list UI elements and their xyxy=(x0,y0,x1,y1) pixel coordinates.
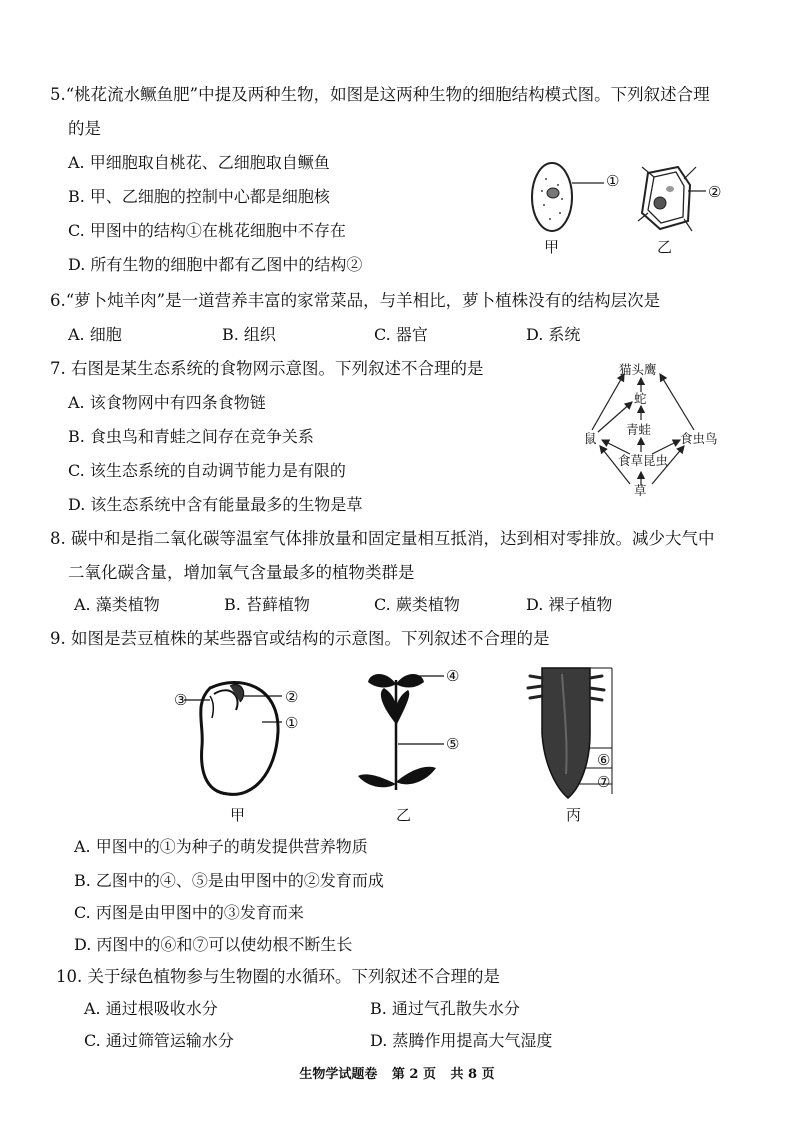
q7-node-insect: 食草昆虫 xyxy=(618,453,669,468)
q7-node-bird: 食虫鸟 xyxy=(680,431,718,446)
q8-stem-line1: 8. 碳中和是指二氧化碳等温室气体排放量和固定量相互抵消，达到相对零排放。减少大气中 xyxy=(50,529,715,548)
page-footer xyxy=(0,1063,794,1082)
q5-label-jia: 甲 xyxy=(544,238,560,256)
q9-stem: 9. 如图是芸豆植株的某些器官或结构的示意图。下列叙述不合理的是 xyxy=(50,629,550,648)
q9-mark-5: ⑤ xyxy=(446,735,460,753)
footer-total: 共 8 页 xyxy=(450,1067,495,1082)
q9-option-d: D. 丙图中的⑥和⑦可以使幼根不断生长 xyxy=(74,935,353,954)
q5-option-c: C. 甲图中的结构①在桃花细胞中不存在 xyxy=(68,221,346,240)
q5-option-a: A. 甲细胞取自桃花、乙细胞取自鳜鱼 xyxy=(68,153,330,172)
q9-label-yi: 乙 xyxy=(396,806,412,824)
q5-option-b: B. 甲、乙细胞的控制中心都是细胞核 xyxy=(68,187,330,206)
q7-node-mouse: 鼠 xyxy=(584,431,597,446)
q7-option-a: A. 该食物网中有四条食物链 xyxy=(68,393,266,412)
q7-option-c: C. 该生态系统的自动调节能力是有限的 xyxy=(68,461,346,480)
q5-mark-1: ① xyxy=(606,172,620,190)
q8-option-b: B. 苔藓植物 xyxy=(224,595,310,614)
q9-option-a: A. 甲图中的①为种子的萌发提供营养物质 xyxy=(74,837,368,856)
q7-node-eagle: 猫头鹰 xyxy=(619,362,657,377)
q8-option-a: A. 藻类植物 xyxy=(74,595,160,614)
q8-option-c: C. 蕨类植物 xyxy=(374,595,460,614)
q9-mark-4: ④ xyxy=(446,667,460,685)
q7-node-snake: 蛇 xyxy=(634,391,647,406)
q10-stem: 10. 关于绿色植物参与生物圈的水循环。下列叙述不合理的是 xyxy=(56,967,500,986)
q9-mark-3: ③ xyxy=(174,691,188,709)
q6-option-a: A. 细胞 xyxy=(68,325,122,344)
q10-option-d: D. 蒸腾作用提高大气湿度 xyxy=(370,1031,553,1050)
q8-option-d: D. 裸子植物 xyxy=(526,595,613,614)
q7-node-frog: 青蛙 xyxy=(626,422,652,437)
q7-option-b: B. 食虫鸟和青蛙之间存在竞争关系 xyxy=(68,427,314,446)
q9-option-c: C. 丙图是由甲图中的③发育而来 xyxy=(74,903,304,922)
q5-label-yi: 乙 xyxy=(657,238,673,256)
q6-option-d: D. 系统 xyxy=(526,325,581,344)
q8-stem-line2: 二氧化碳含量，增加氧气含量最多的植物类群是 xyxy=(68,563,415,582)
q5-stem-line1: 5.“桃花流水鳜鱼肥”中提及两种生物，如图是这两种生物的细胞结构模式图。下列叙述合理 xyxy=(50,85,710,104)
q9-label-bing: 丙 xyxy=(566,806,582,824)
q10-option-b: B. 通过气孔散失水分 xyxy=(370,999,520,1018)
footer-page: 第 2 页 xyxy=(391,1067,436,1082)
q9-mark-2: ② xyxy=(285,688,299,706)
q10-option-a: A. 通过根吸收水分 xyxy=(84,999,218,1018)
q6-option-b: B. 组织 xyxy=(222,325,276,344)
q9-mark-1: ① xyxy=(285,714,299,732)
q5-mark-2: ② xyxy=(708,183,722,201)
q7-stem: 7. 右图是某生态系统的食物网示意图。下列叙述不合理的是 xyxy=(50,359,484,378)
q5-option-d: D. 所有生物的细胞中都有乙图中的结构② xyxy=(68,255,363,274)
q9-label-jia: 甲 xyxy=(230,806,246,824)
q7-food-web-arrows xyxy=(580,360,730,500)
footer-subject: 生物学试题卷 xyxy=(299,1067,378,1082)
q6-option-c: C. 器官 xyxy=(374,325,428,344)
q9-option-b: B. 乙图中的④、⑤是由甲图中的②发育而成 xyxy=(74,871,384,890)
q10-option-c: C. 通过筛管运输水分 xyxy=(84,1031,234,1050)
q9-mark-6: ⑥ xyxy=(597,751,611,769)
q9-mark-7: ⑦ xyxy=(597,773,611,791)
q6-stem: 6.“萝卜炖羊肉”是一道营养丰富的家常菜品，与羊相比，萝卜植株没有的结构层次是 xyxy=(50,291,661,310)
q7-option-d: D. 该生态系统中含有能量最多的生物是草 xyxy=(68,495,363,514)
q5-stem-line2: 的是 xyxy=(68,119,101,138)
q7-node-grass: 草 xyxy=(634,483,647,498)
